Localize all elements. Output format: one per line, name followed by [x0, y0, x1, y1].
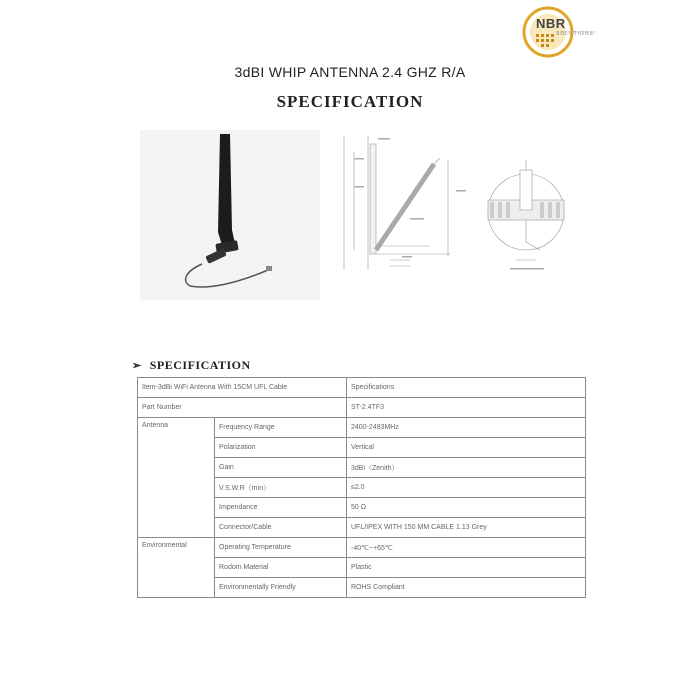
- table-cell: Plastic: [347, 558, 586, 578]
- table-row: [138, 398, 586, 418]
- table-cell: 2400-2483MHz: [347, 418, 586, 438]
- antenna-photo: [140, 130, 320, 300]
- table-cell: Vertical: [347, 438, 586, 458]
- specification-table: [137, 377, 586, 598]
- table-cell: Connector/Cable: [215, 518, 347, 538]
- table-cell: Item-3dBi WiFi Antenna With 15CM UFL Cable: [138, 378, 347, 398]
- section-heading: [132, 358, 251, 373]
- logo-subtext: SOLUTIONS: [556, 31, 594, 37]
- table-cell: Antenna: [138, 418, 215, 538]
- section-heading-text: SPECIFICATION: [149, 358, 251, 372]
- table-cell: UFL/IPEX WITH 150 MM CABLE 1.13 Grey: [347, 518, 586, 538]
- arrow-icon: ➢: [132, 360, 142, 372]
- table-row: [138, 378, 586, 398]
- table-cell: Frequency Range: [215, 418, 347, 438]
- mounting-drawing: [480, 150, 580, 280]
- table-cell: -40℃~+65℃: [347, 538, 586, 558]
- table-row: [138, 538, 586, 558]
- table-cell: ROHS Compliant: [347, 578, 586, 598]
- table-cell: Environmentally Friendly: [215, 578, 347, 598]
- table-cell: Specifications: [347, 378, 586, 398]
- table-cell: 50 Ω: [347, 498, 586, 518]
- table-cell: Operating Temperature: [215, 538, 347, 558]
- table-cell: Impendance: [215, 498, 347, 518]
- table-cell: Polarization: [215, 438, 347, 458]
- table-cell: Rodom Material: [215, 558, 347, 578]
- page-title: 3dBI WHIP ANTENNA 2.4 GHZ R/A: [234, 64, 466, 80]
- table-cell: ≤2.0: [347, 478, 586, 498]
- table-cell: 3dBi（Zenith）: [347, 458, 586, 478]
- table-cell: Gain: [215, 458, 347, 478]
- table-cell: Part Number: [138, 398, 347, 418]
- logo-text: NBR: [536, 16, 566, 31]
- page-heading: SPECIFICATION: [276, 92, 424, 111]
- table-cell: Environmental: [138, 538, 215, 598]
- table-row: [138, 418, 586, 438]
- table-cell: V.S.W.R（min）: [215, 478, 347, 498]
- table-cell: ST-2.4TF3: [347, 398, 586, 418]
